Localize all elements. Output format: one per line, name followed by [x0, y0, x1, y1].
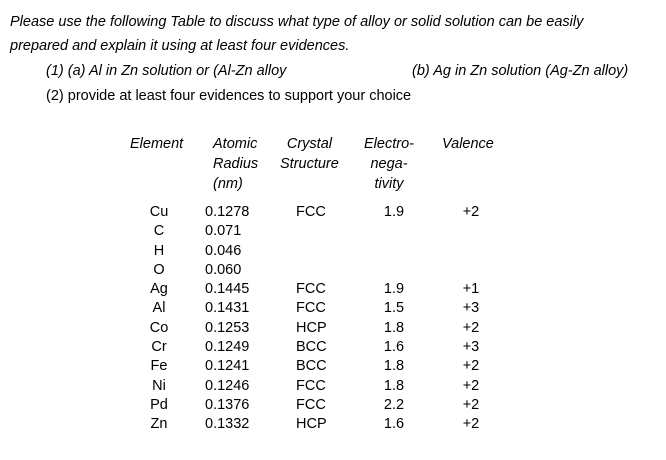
cell-electronegativity: 1.8 — [383, 377, 405, 394]
header-electro-line-1: Electro- — [364, 136, 414, 152]
header-radius-line-3: (nm) — [213, 176, 243, 192]
cell-structure: FCC — [296, 204, 326, 220]
header-structure-line-1: Crystal — [286, 136, 332, 152]
cell-structure: BCC — [296, 339, 327, 356]
cell-element: C — [153, 223, 165, 240]
header-electro-line-2: nega- — [370, 156, 408, 172]
cell-structure: FCC — [296, 300, 326, 317]
cell-radius: 0.1246 — [205, 377, 250, 394]
header-valence: Valence — [442, 136, 494, 152]
cell-electronegativity — [377, 261, 411, 280]
cell-structure: HCP — [296, 319, 327, 336]
cell-element: Al — [152, 300, 166, 317]
cell-valence: +1 — [462, 281, 480, 298]
cell-radius: 0.1376 — [205, 396, 250, 413]
cell-element: Fe — [150, 358, 168, 375]
header-electro-line-3: tivity — [374, 176, 404, 192]
cell-valence: +3 — [462, 300, 480, 317]
cell-electronegativity: 1.6 — [383, 416, 405, 433]
cell-structure: FCC — [296, 396, 326, 413]
cell-valence: +2 — [462, 396, 480, 413]
cell-valence — [456, 222, 486, 241]
cell-element: Pd — [150, 396, 168, 413]
cell-structure — [296, 242, 336, 261]
column-valence — [456, 203, 486, 435]
header-crystal-structure — [280, 134, 339, 174]
cell-radius: 0.1253 — [205, 319, 250, 336]
question-line-2: prepared and explain it using at least four evidences. — [10, 38, 350, 54]
cell-radius: 0.060 — [205, 261, 242, 278]
cell-electronegativity: 1.8 — [383, 319, 405, 336]
cell-electronegativity: 1.5 — [383, 300, 405, 317]
cell-radius: 0.1278 — [205, 204, 250, 220]
cell-valence — [456, 261, 486, 280]
column-element — [140, 203, 178, 435]
cell-structure: FCC — [296, 281, 326, 298]
cell-electronegativity: 1.6 — [383, 339, 405, 356]
cell-valence: +2 — [462, 416, 480, 433]
cell-element: Ni — [152, 377, 166, 394]
header-structure-line-2: Structure — [280, 156, 339, 172]
header-radius-line-1: Atomic — [213, 136, 258, 152]
column-atomic-radius — [205, 203, 265, 435]
cell-valence: +2 — [462, 204, 480, 220]
cell-structure — [296, 261, 336, 280]
column-crystal-structure — [296, 203, 336, 435]
cell-structure: FCC — [296, 377, 326, 394]
cell-electronegativity — [377, 222, 411, 241]
cell-element: Co — [149, 319, 169, 336]
cell-valence: +2 — [462, 358, 480, 375]
cell-element: Cu — [149, 204, 169, 220]
cell-electronegativity — [377, 242, 411, 261]
question-item-2: (2) provide at least four evidences to support your choice — [46, 88, 412, 104]
cell-valence: +2 — [462, 377, 480, 394]
header-electronegativity — [364, 134, 414, 194]
cell-radius: 0.046 — [205, 242, 242, 259]
header-radius-line-2: Radius — [213, 156, 259, 172]
header-element: Element — [130, 136, 184, 152]
question-line-1: Please use the following Table to discuss what type of alloy or solid solution can be easily — [10, 14, 584, 30]
cell-radius: 0.1431 — [205, 300, 250, 317]
cell-structure — [296, 222, 336, 241]
cell-radius: 0.071 — [205, 223, 242, 240]
header-atomic-radius — [213, 134, 258, 194]
column-electronegativity — [377, 203, 411, 435]
cell-radius: 0.1241 — [205, 358, 250, 375]
cell-element: H — [153, 242, 165, 259]
cell-valence — [456, 242, 486, 261]
cell-radius: 0.1249 — [205, 339, 250, 356]
cell-element: O — [153, 261, 165, 278]
cell-electronegativity: 1.8 — [383, 358, 405, 375]
cell-structure: HCP — [296, 416, 327, 433]
cell-radius: 0.1332 — [205, 416, 250, 433]
cell-element: Zn — [150, 416, 168, 433]
cell-valence: +2 — [462, 319, 480, 336]
cell-element: Cr — [151, 339, 167, 356]
cell-valence: +3 — [462, 339, 480, 356]
cell-radius: 0.1445 — [205, 281, 250, 298]
cell-electronegativity: 2.2 — [383, 396, 405, 413]
cell-structure: BCC — [296, 358, 327, 375]
question-item-1b: (b) Ag in Zn solution (Ag-Zn alloy) — [412, 63, 629, 79]
cell-electronegativity: 1.9 — [383, 204, 405, 220]
cell-element: Ag — [150, 281, 168, 298]
question-item-1a: (1) (a) Al in Zn solution or (Al-Zn alloy — [46, 63, 287, 79]
cell-electronegativity: 1.9 — [383, 281, 405, 298]
